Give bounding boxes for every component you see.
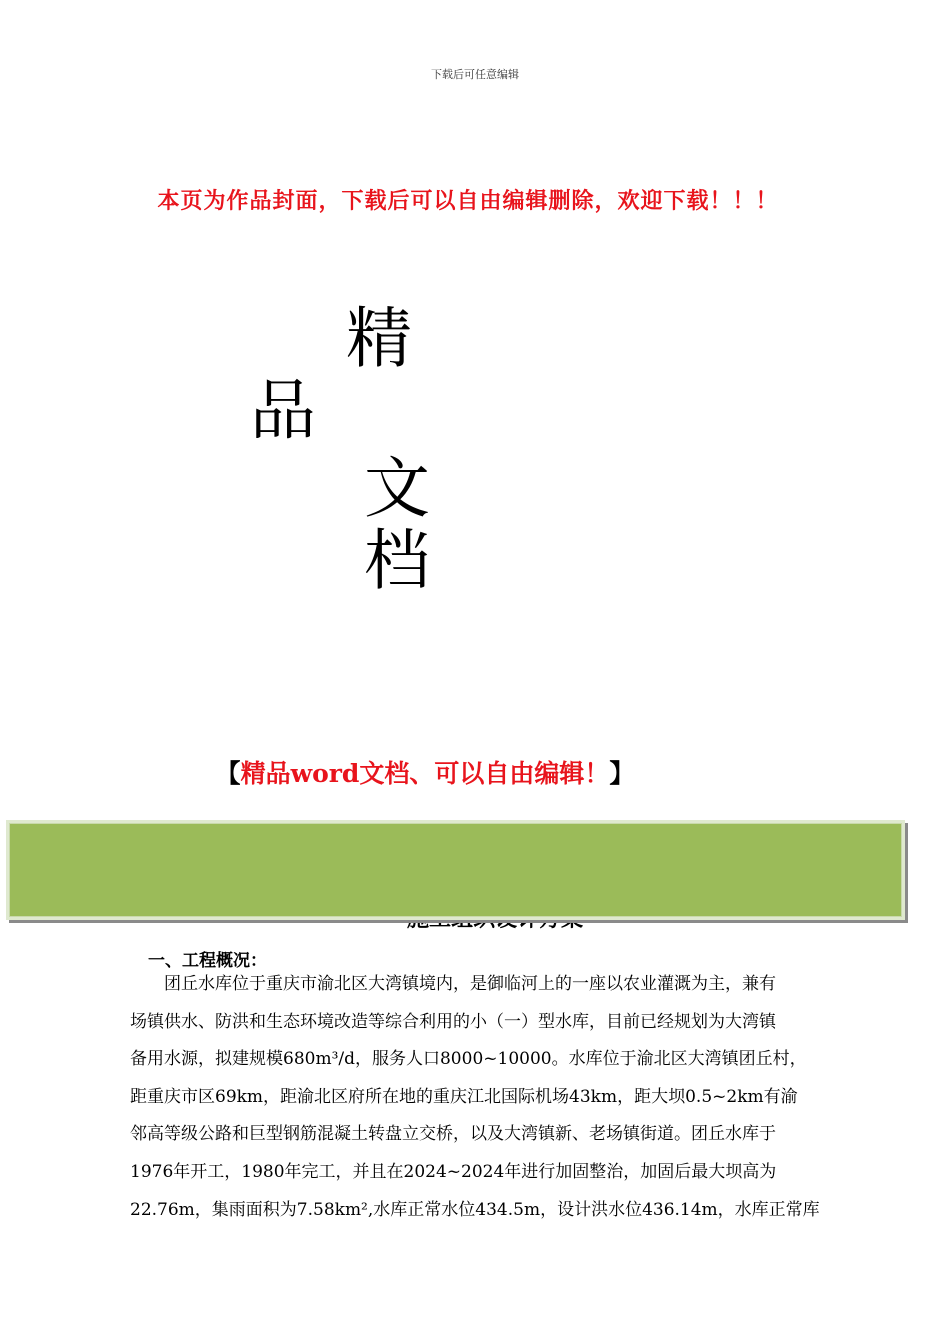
- section-heading: 一、工程概况：: [148, 951, 267, 971]
- cover-subtitle: [0, 754, 850, 790]
- subtitle-close-bracket: 】: [609, 759, 635, 788]
- cover-char-jing: 精: [346, 300, 412, 377]
- paragraph-line: 邻高等级公路和巨型钢筋混凝土转盘立交桥，以及大湾镇新、老场镇街道。团丘水库于: [130, 1124, 776, 1145]
- subtitle-open-bracket: 【: [215, 759, 241, 788]
- paragraph-line: 距重庆市区69km，距渝北区府所在地的重庆江北国际机场43km，距大坝0.5~2km有渝: [130, 1086, 798, 1107]
- subtitle-main: 精品word文档、可以自由编辑！: [240, 759, 610, 788]
- paragraph-line: 场镇供水、防洪和生态环境改造等综合利用的小（一）型水库，目前已经规划为大湾镇: [130, 1011, 776, 1032]
- body-paragraph: [130, 966, 864, 1229]
- cover-notice: 本页为作品封面，下载后可以自由编辑删除，欢迎下载！！！: [157, 189, 779, 214]
- cover-char-dang: 档: [364, 522, 430, 599]
- cover-char-pin: 品: [250, 372, 316, 449]
- paragraph-line: 备用水源，拟建规模680m³/d，服务人口8000~10000。水库位于渝北区大湾镇团丘村，: [130, 1049, 807, 1070]
- paragraph-line: 22.76m，集雨面积为7.58km²,水库正常水位434.5m，设计洪水位436.14m，水库正常库: [130, 1199, 820, 1220]
- cover-char-wen: 文: [364, 450, 430, 527]
- paragraph-line: 1976年开工，1980年完工，并且在2024~2024年进行加固整治，加固后最大坝高为: [130, 1161, 777, 1182]
- paragraph-line: 团丘水库位于重庆市渝北区大湾镇境内，是御临河上的一座以农业灌溉为主，兼有: [164, 974, 776, 994]
- page-header: 下载后可任意编辑: [431, 68, 519, 81]
- green-banner: [6, 820, 905, 920]
